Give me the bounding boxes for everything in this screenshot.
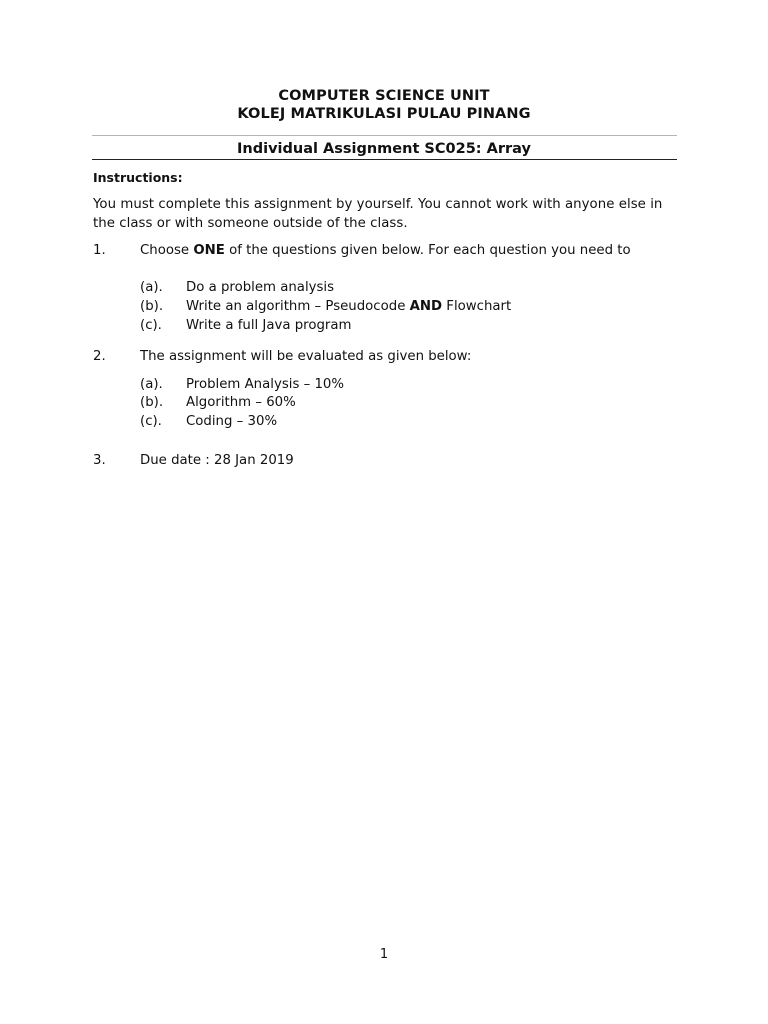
instructions-label: Instructions: [93,170,183,185]
intro-paragraph: You must complete this assignment by yourself. You cannot work with anyone else in the class or with someone outside of the class. [93,197,663,231]
subitem-label: (c). [140,414,162,429]
item-number: 2. [93,349,106,364]
subitem-text: Coding – 30% [186,414,278,429]
subitem-label: (a). [140,377,163,392]
item-text: The assignment will be evaluated as given below: [140,349,472,364]
title-divider [92,159,677,160]
item-number: 1. [93,243,106,258]
assignment-title: Individual Assignment SC025: Array [237,141,531,157]
top-divider [92,135,677,136]
subitem-text: Algorithm – 60% [186,395,296,410]
page-number: 1 [379,947,389,962]
item-text: Choose ONE of the questions given below. For each question you need to [140,243,631,258]
subitem-label: (b). [140,299,164,314]
subitem-text: Write an algorithm – Pseudocode AND Flowchart [186,299,512,314]
due-date-text: Due date : 28 Jan 2019 [140,453,294,468]
college-heading: KOLEJ MATRIKULASI PULAU PINANG [237,106,531,122]
subitem-text: Do a problem analysis [186,280,335,295]
unit-heading: COMPUTER SCIENCE UNIT [278,88,490,104]
subitem-text: Problem Analysis – 10% [186,377,345,392]
subitem-label: (a). [140,280,163,295]
subitem-label: (c). [140,318,162,333]
item-number: 3. [93,453,106,468]
subitem-text: Write a full Java program [186,318,352,333]
subitem-label: (b). [140,395,164,410]
